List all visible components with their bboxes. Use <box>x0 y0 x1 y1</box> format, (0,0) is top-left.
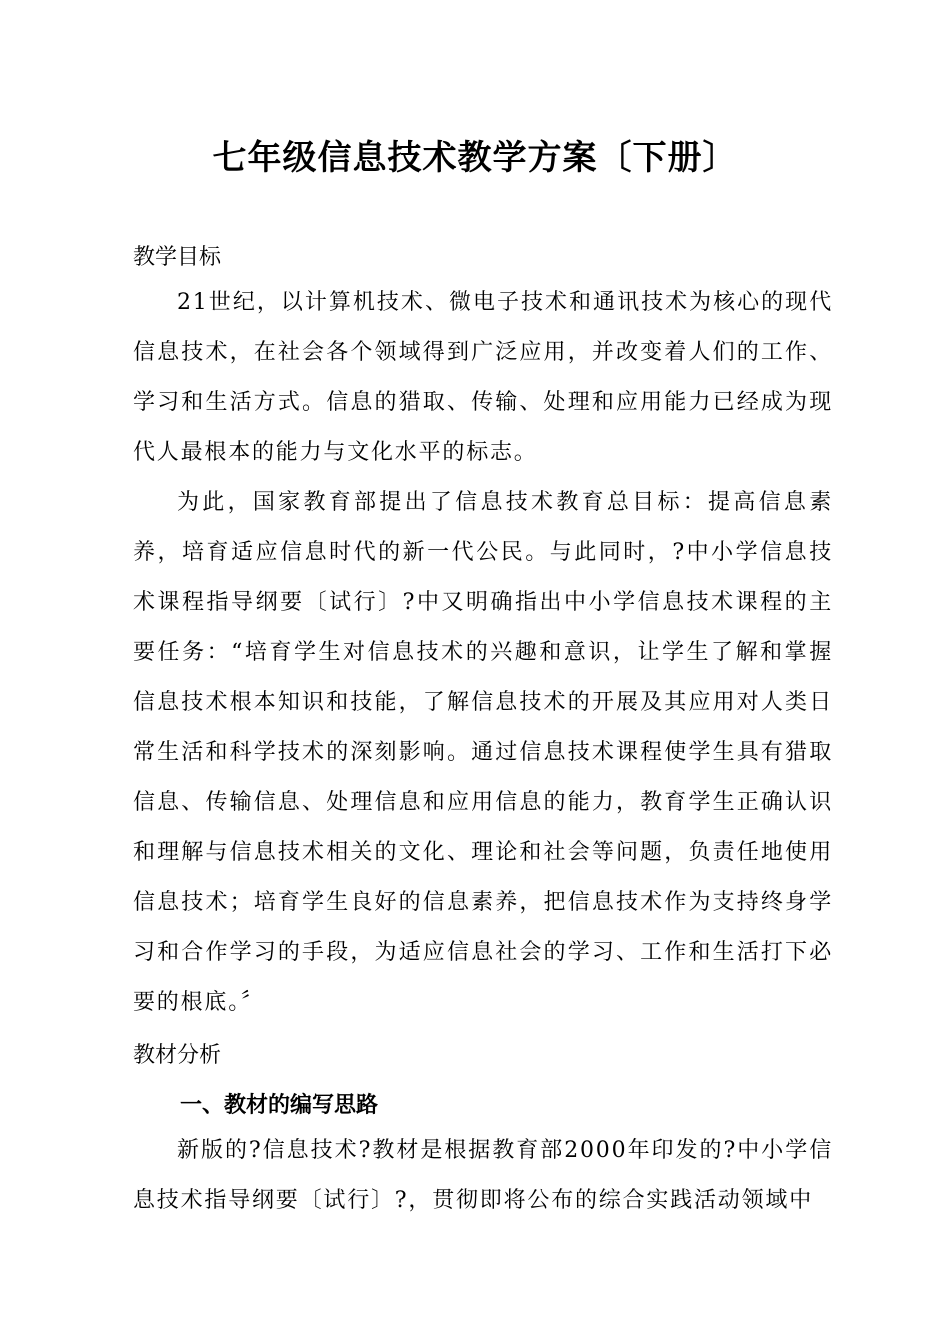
section-heading-textbook-analysis: 教材分析 <box>133 1043 222 1068</box>
document-title: 七年级信息技术教学方案〔下册〕 <box>212 138 738 178</box>
paragraph-analysis-1: 新版的?信息技术?教材是根据教育部2000年印发的?中小学信息技术指导纲要〔试行〕?，贯彻即将公布的综合实践活动领域中 <box>133 1138 833 1213</box>
section-heading-teaching-goals: 教学目标 <box>133 245 222 270</box>
paragraph-goals-2: 为此，国家教育部提出了信息技术教育总目标：提高信息素养，培育适应信息时代的新一代公民。与此同时，?中小学信息技术课程指导纲要〔试行〕?中又明确指出中小学信息技术课程的主要任务：“培育学生对信息技术的兴趣和意识，让学生了解和掌握信息技术根本知识和技能，了解信息技术的开展及其应用对人类日常生活和科学技术的深刻影响。通过信息技术课程使学生具有猎取信息、传输信息、处理信息和应用信息的能力，教育学生正确认识和理解与信息技术相关的文化、理论和社会等问题，负责任地使用信息技术；培育学生良好的信息素养，把信息技术作为支持终身学习和合作学习的手段，为适应信息社会的学习、工作和生活打下必要的根底。〞 <box>133 490 833 1015</box>
paragraph-goals-1: 21世纪，以计算机技术、微电子技术和通讯技术为核心的现代信息技术，在社会各个领域得到广泛应用，并改变着人们的工作、学习和生活方式。信息的猎取、传输、处理和应用能力已经成为现代人最根本的能力与文化水平的标志。 <box>133 290 833 465</box>
subsection-heading-writing-approach: 一、教材的编写思路 <box>180 1093 379 1118</box>
